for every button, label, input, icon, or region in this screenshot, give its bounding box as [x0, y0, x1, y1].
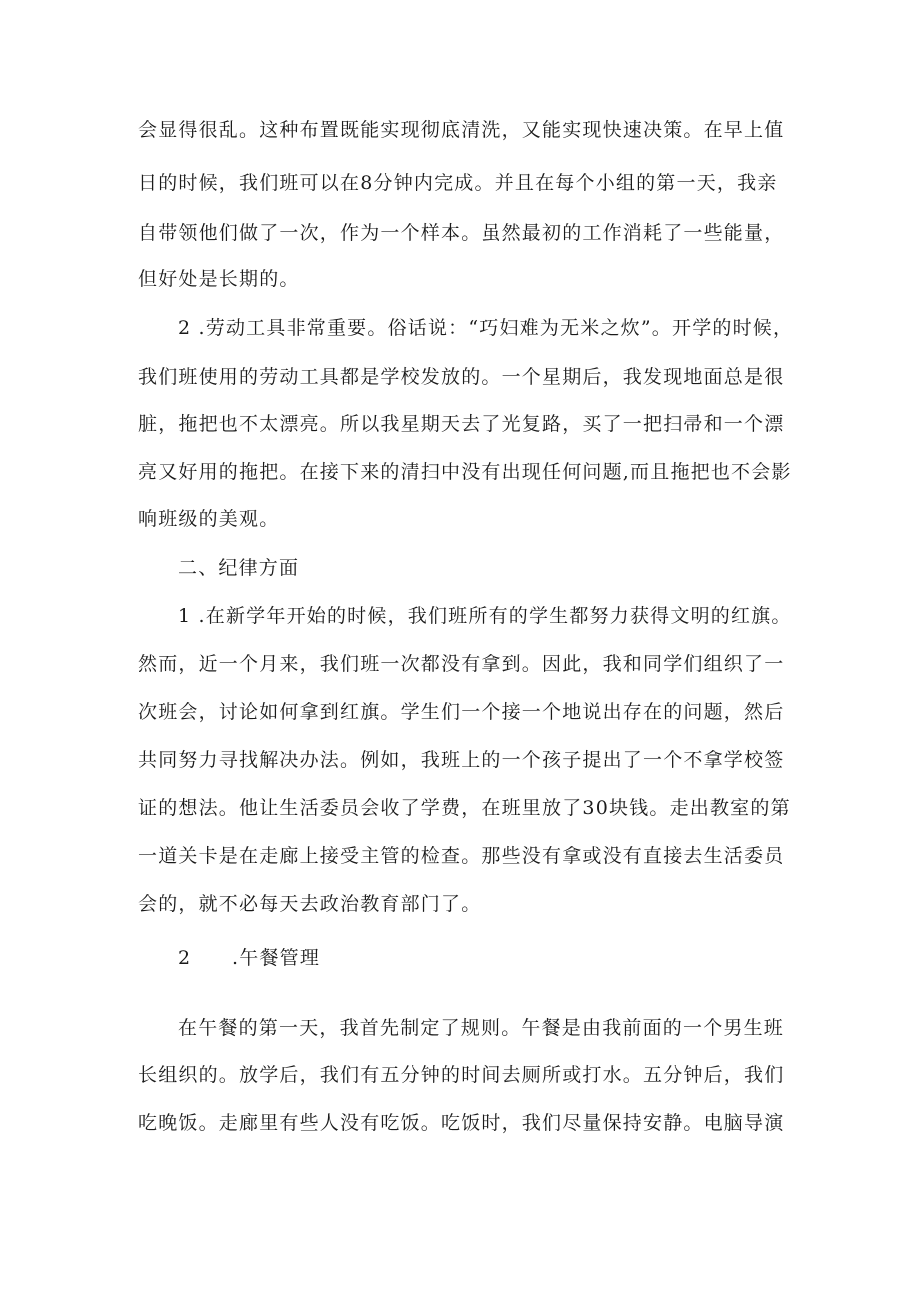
- paragraph-line: 长组织的。放学后，我们有五分钟的时间去厕所或打水。五分钟后，我们: [138, 1064, 785, 1086]
- paragraph-line: 自带领他们做了一次，作为一个样本。虽然最初的工作消耗了一些能量，: [138, 222, 785, 244]
- paragraph-line: 日的时候，我们班可以在8分钟内完成。并且在每个小组的第一天，我亲: [138, 172, 778, 194]
- paragraph-line: 吃晚饭。走廊里有些人没有吃饭。吃饭时，我们尽量保持安静。电脑导演: [138, 1112, 785, 1134]
- paragraph-line: 脏，拖把也不太漂亮。所以我星期天去了光复路，买了一把扫帚和一个漂: [138, 413, 785, 435]
- paragraph-line: 响班级的美观。: [138, 508, 280, 530]
- paragraph-line: 一道关卡是在走廊上接受主管的检查。那些没有拿或没有直接去生活委员: [138, 845, 785, 867]
- paragraph-line: 会的，就不必每天去政治教育部门了。: [138, 893, 482, 915]
- subsection-title: .午餐管理: [232, 947, 321, 969]
- paragraph-line: 在午餐的第一天，我首先制定了规则。午餐是由我前面的一个男生班: [178, 1017, 785, 1039]
- paragraph-line: 但好处是长期的。: [138, 268, 300, 290]
- section-heading: 二、纪律方面: [178, 557, 300, 579]
- paragraph-line: 证的想法。他让生活委员会收了学费，在班里放了30块钱。走出教室的第: [138, 797, 791, 819]
- paragraph-line: 我们班使用的劳动工具都是学校发放的。一个星期后，我发现地面总是很: [138, 366, 785, 388]
- paragraph-line: 1 .在新学年开始的时候，我们班所有的学生都努力获得文明的红旗。: [178, 605, 792, 627]
- subsection-number: 2: [178, 947, 192, 969]
- paragraph-line: 次班会，讨论如何拿到红旗。学生们一个接一个地说出存在的问题，然后: [138, 701, 785, 723]
- paragraph-line: 共同努力寻找解决办法。例如，我班上的一个孩子提出了一个不拿学校签: [138, 749, 785, 771]
- paragraph-line: 亮又好用的拖把。在接下来的清扫中没有出现任何问题,而且拖把也不会影: [138, 461, 792, 483]
- paragraph-line: 然而，近一个月来，我们班一次都没有拿到。因此，我和同学们组织了一: [138, 653, 785, 675]
- paragraph-line: 会显得很乱。这种布置既能实现彻底清洗，又能实现快速决策。在早上值: [138, 119, 785, 141]
- paragraph-line: 2 .劳动工具非常重要。俗话说：“巧妇难为无米之炊”。开学的时候，: [178, 317, 794, 339]
